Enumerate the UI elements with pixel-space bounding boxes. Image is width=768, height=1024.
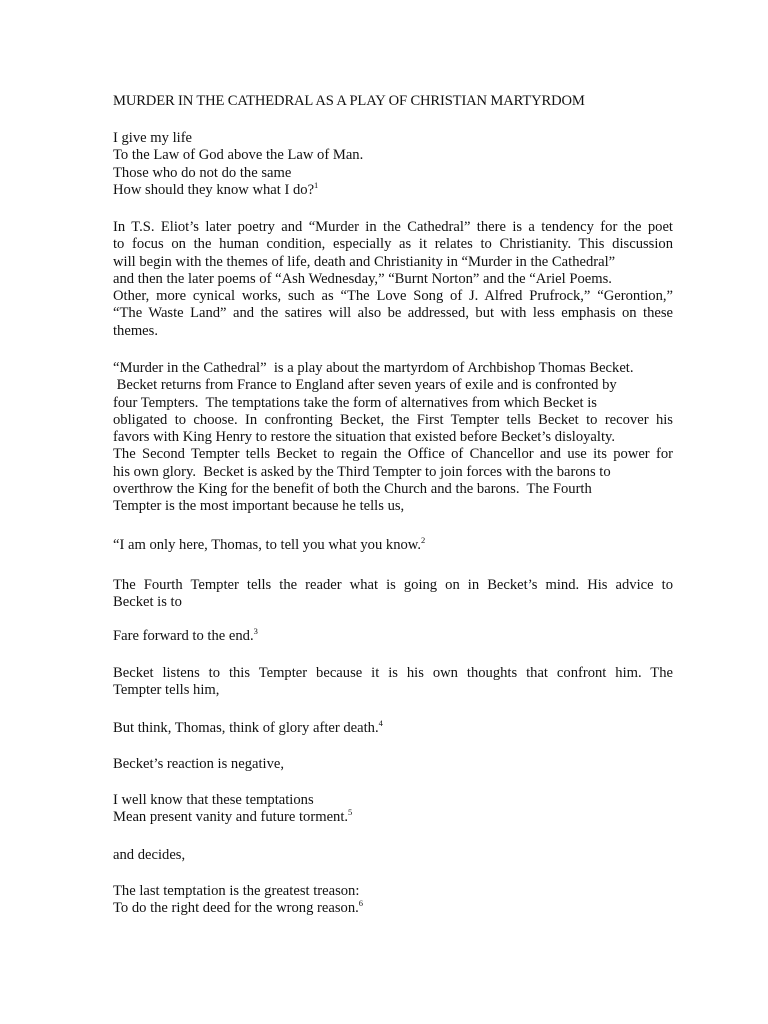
paragraph-line: Becket returns from France to England after seven years of exile and is confronted by: [113, 377, 617, 394]
footnote-marker: 6: [358, 898, 364, 909]
document-title: [113, 93, 673, 110]
paragraph-line: themes.: [113, 322, 158, 339]
paragraph-line: his own glory. Becket is asked by the Third Tempter to join forces with the barons to: [113, 463, 611, 480]
quote-line: But think, Thomas, think of glory after death.$^4$: [113, 718, 383, 736]
quote-line: Mean present vanity and future torment.$^5$: [113, 807, 353, 826]
footnote-marker: 3: [253, 626, 258, 636]
paragraph-intro: [113, 219, 673, 340]
footnote-marker: 1: [314, 179, 319, 190]
paragraph-line: and then the later poems of “Ash Wednesday,” “Burnt Norton” and the “Ariel Poems.: [113, 270, 612, 287]
quote-last-temptation: [113, 883, 673, 918]
quote-glory: [113, 720, 673, 737]
paragraph-line: Other, more cynical works, such as “The Love Song of J. Alfred Prufrock,” “Gerontion,”: [113, 288, 673, 305]
paragraph-decides: [113, 847, 673, 864]
quote-fare-forward: [113, 628, 673, 645]
paragraph-line: obligated to choose. In confronting Becket, the First Tempter tells Becket to recover his: [113, 411, 673, 428]
paragraph-line: The Second Tempter tells Becket to regain the Office of Chancellor and use its power for: [113, 446, 673, 463]
paragraph-becket-listens: [113, 665, 673, 700]
quote-line: Fare forward to the end.$^3$: [113, 626, 258, 644]
paragraph-line: The Fourth Tempter tells the reader what is going on in Becket’s mind. His advice to: [113, 577, 673, 593]
footnote-marker: 4: [378, 718, 383, 728]
quote-line: I well know that these temptations: [113, 792, 314, 808]
quote-line: The last temptation is the greatest treason:: [113, 883, 360, 899]
title-text: MURDER IN THE CATHEDRAL AS A PLAY OF CHRISTIAN MARTYRDOM: [113, 93, 585, 109]
paragraph-line: Becket is to: [113, 594, 182, 611]
epigraph-line: I give my life: [113, 130, 193, 146]
paragraph-reaction: [113, 756, 673, 773]
footnote-marker: 5: [348, 807, 353, 818]
epigraph-line: Those who do not do the same: [113, 164, 292, 181]
epigraph-line: To the Law of God above the Law of Man.: [113, 147, 364, 164]
paragraph-line: In T.S. Eliot’s later poetry and “Murder in the Cathedral” there is a tendency for the poet: [113, 219, 673, 235]
epigraph-line: How should they know what I do?$^1$: [113, 179, 319, 198]
paragraph-line: favors with King Henry to restore the situation that existed before Becket’s disloyalty.: [113, 429, 616, 446]
paragraph-line: will begin with the themes of life, death and Christianity in “Murder in the Cathedral”: [113, 253, 616, 270]
paragraph-line: Tempter tells him,: [113, 682, 220, 699]
paragraph-advice: [113, 577, 673, 612]
quote-temptations: [113, 792, 673, 827]
epigraph: [113, 130, 673, 199]
quote-fourth-tempter: [113, 537, 673, 554]
paragraph-line: overthrow the King for the benefit of both the Church and the barons. The Fourth: [113, 481, 592, 498]
quote-line: “I am only here, Thomas, to tell you what you know.$^2$: [113, 535, 426, 553]
paragraph-line: to focus on the human condition, especially as it relates to Christianity. This discussion: [113, 236, 673, 253]
paragraph-line: “The Waste Land” and the satires will also be addressed, but with less emphasis on these: [113, 305, 673, 322]
paragraph-line: “Murder in the Cathedral” is a play about the martyrdom of Archbishop Thomas Becket.: [113, 360, 634, 376]
paragraph-line: and decides,: [113, 847, 186, 863]
footnote-marker: 2: [421, 535, 426, 545]
quote-line: To do the right deed for the wrong reason.$^6$: [113, 898, 364, 917]
paragraph-line: Becket listens to this Tempter because it is his own thoughts that confront him. The: [113, 665, 673, 681]
paragraph-line: four Tempters. The temptations take the form of alternatives from which Becket is: [113, 394, 597, 411]
paragraph-line: Becket’s reaction is negative,: [113, 756, 285, 772]
paragraph-play-summary: [113, 360, 673, 516]
paragraph-line: Tempter is the most important because he tells us,: [113, 498, 405, 515]
